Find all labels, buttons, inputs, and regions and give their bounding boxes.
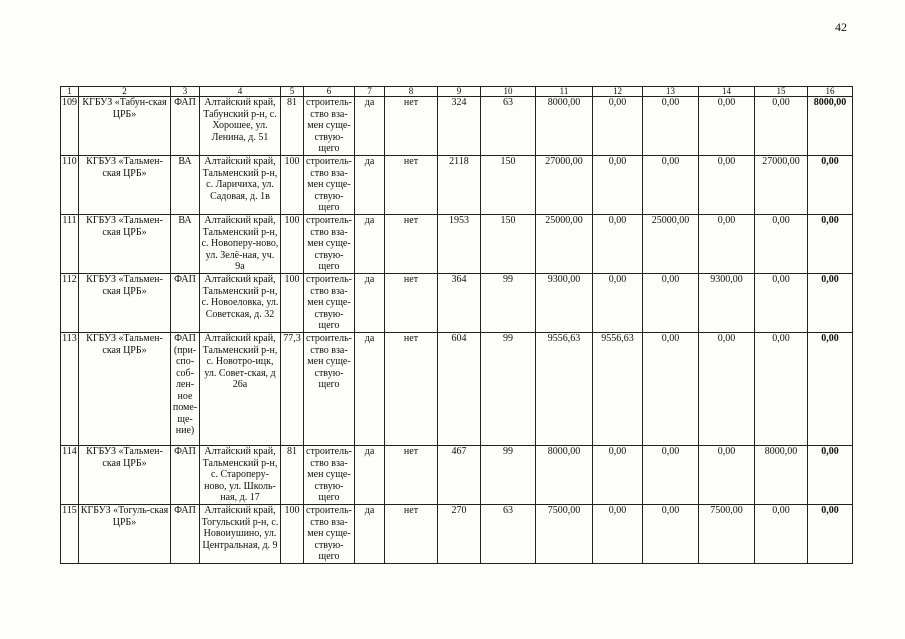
col-header-1: 1 <box>61 87 79 97</box>
col-header-2: 2 <box>79 87 171 97</box>
col-header-12: 12 <box>593 87 643 97</box>
cell-col8: нет <box>385 97 438 156</box>
table-row <box>61 505 853 564</box>
cell-address: Алтайский край, Тальменский р-н, с. Новотро-ицк, ул. Совет-ская, д 26а <box>200 333 281 446</box>
cell-work-type: строитель-ство вза-мен суще-ствую-щего <box>304 333 355 446</box>
cell-address: Алтайский край, Тогульский р-н, с. Новоиушино, ул. Центральная, д. 9 <box>200 505 281 564</box>
cell-organization: КГБУЗ «Тальмен-ская ЦРБ» <box>79 333 171 446</box>
cell-col14: 0,00 <box>699 97 755 156</box>
cell-facility-type: ФАП <box>171 446 200 505</box>
cell-address: Алтайский край, Тальменский р-н, с. Староперу-ново, ул. Школь-ная, д. 17 <box>200 446 281 505</box>
cell-row-number: 115 <box>61 505 79 564</box>
cell-col14: 0,00 <box>699 333 755 446</box>
cell-col10: 63 <box>481 97 536 156</box>
col-header-9: 9 <box>438 87 481 97</box>
cell-col5: 100 <box>281 215 304 274</box>
cell-organization: КГБУЗ «Табун-ская ЦРБ» <box>79 97 171 156</box>
cell-col5: 81 <box>281 97 304 156</box>
cell-row-number: 113 <box>61 333 79 446</box>
cell-col12: 9556,63 <box>593 333 643 446</box>
table-row <box>61 333 853 446</box>
table-row <box>61 446 853 505</box>
cell-col15: 0,00 <box>755 215 808 274</box>
cell-col5: 81 <box>281 446 304 505</box>
table-row <box>61 274 853 333</box>
cell-col5: 100 <box>281 505 304 564</box>
cell-col15: 0,00 <box>755 97 808 156</box>
cell-row-number: 112 <box>61 274 79 333</box>
col-header-3: 3 <box>171 87 200 97</box>
cell-col12: 0,00 <box>593 156 643 215</box>
cell-organization: КГБУЗ «Тогуль-ская ЦРБ» <box>79 505 171 564</box>
col-header-16: 16 <box>808 87 853 97</box>
header-row <box>61 87 853 97</box>
cell-col16: 0,00 <box>808 446 853 505</box>
cell-col10: 99 <box>481 274 536 333</box>
cell-work-type: строитель-ство вза-мен суще-ствую-щего <box>304 274 355 333</box>
cell-col13: 0,00 <box>643 274 699 333</box>
cell-col14: 0,00 <box>699 215 755 274</box>
cell-col7: да <box>355 446 385 505</box>
col-header-6: 6 <box>304 87 355 97</box>
cell-row-number: 111 <box>61 215 79 274</box>
cell-address: Алтайский край, Тальменский р-н, с. Ларичиха, ул. Садовая, д. 1в <box>200 156 281 215</box>
col-header-5: 5 <box>281 87 304 97</box>
cell-col7: да <box>355 156 385 215</box>
cell-col10: 99 <box>481 333 536 446</box>
col-header-8: 8 <box>385 87 438 97</box>
col-header-11: 11 <box>536 87 593 97</box>
cell-col15: 27000,00 <box>755 156 808 215</box>
cell-row-number: 114 <box>61 446 79 505</box>
cell-facility-type: ВА <box>171 215 200 274</box>
cell-col13: 0,00 <box>643 156 699 215</box>
col-header-4: 4 <box>200 87 281 97</box>
col-header-7: 7 <box>355 87 385 97</box>
cell-organization: КГБУЗ «Тальмен-ская ЦРБ» <box>79 215 171 274</box>
cell-col7: да <box>355 215 385 274</box>
cell-col9: 2118 <box>438 156 481 215</box>
cell-col7: да <box>355 274 385 333</box>
cell-col8: нет <box>385 505 438 564</box>
cell-col16: 0,00 <box>808 215 853 274</box>
cell-col9: 364 <box>438 274 481 333</box>
cell-col7: да <box>355 333 385 446</box>
col-header-10: 10 <box>481 87 536 97</box>
cell-facility-type: ФАП (при-спо-соб-лен-ное поме-ще-ние) <box>171 333 200 446</box>
cell-col15: 0,00 <box>755 505 808 564</box>
col-header-13: 13 <box>643 87 699 97</box>
cell-work-type: строитель-ство вза-мен суще-ствую-щего <box>304 215 355 274</box>
col-header-14: 14 <box>699 87 755 97</box>
page-number: 42 <box>835 20 847 34</box>
cell-col11: 25000,00 <box>536 215 593 274</box>
cell-col9: 270 <box>438 505 481 564</box>
table-row <box>61 156 853 215</box>
cell-col11: 9556,63 <box>536 333 593 446</box>
cell-col11: 8000,00 <box>536 446 593 505</box>
cell-col16: 0,00 <box>808 274 853 333</box>
cell-col8: нет <box>385 215 438 274</box>
cell-col16: 0,00 <box>808 156 853 215</box>
cell-row-number: 110 <box>61 156 79 215</box>
cell-col8: нет <box>385 446 438 505</box>
cell-facility-type: ФАП <box>171 97 200 156</box>
cell-facility-type: ФАП <box>171 505 200 564</box>
cell-col10: 99 <box>481 446 536 505</box>
cell-work-type: строитель-ство вза-мен суще-ствую-щего <box>304 97 355 156</box>
cell-organization: КГБУЗ «Тальмен-ская ЦРБ» <box>79 156 171 215</box>
cell-col12: 0,00 <box>593 446 643 505</box>
cell-col11: 27000,00 <box>536 156 593 215</box>
cell-col15: 8000,00 <box>755 446 808 505</box>
cell-col9: 467 <box>438 446 481 505</box>
cell-col10: 150 <box>481 156 536 215</box>
cell-facility-type: ФАП <box>171 274 200 333</box>
cell-col9: 604 <box>438 333 481 446</box>
cell-col8: нет <box>385 333 438 446</box>
cell-col13: 0,00 <box>643 446 699 505</box>
facilities-table <box>60 86 853 564</box>
cell-col8: нет <box>385 156 438 215</box>
table-row <box>61 215 853 274</box>
cell-col11: 8000,00 <box>536 97 593 156</box>
cell-col14: 0,00 <box>699 446 755 505</box>
cell-col13: 25000,00 <box>643 215 699 274</box>
cell-row-number: 109 <box>61 97 79 156</box>
cell-col13: 0,00 <box>643 333 699 446</box>
cell-col15: 0,00 <box>755 333 808 446</box>
cell-organization: КГБУЗ «Тальмен-ская ЦРБ» <box>79 446 171 505</box>
cell-facility-type: ВА <box>171 156 200 215</box>
cell-col14: 9300,00 <box>699 274 755 333</box>
cell-col7: да <box>355 505 385 564</box>
cell-col7: да <box>355 97 385 156</box>
col-header-15: 15 <box>755 87 808 97</box>
cell-col9: 1953 <box>438 215 481 274</box>
cell-col10: 63 <box>481 505 536 564</box>
cell-work-type: строитель-ство вза-мен суще-ствую-щего <box>304 505 355 564</box>
cell-col14: 7500,00 <box>699 505 755 564</box>
cell-col16: 8000,00 <box>808 97 853 156</box>
cell-col13: 0,00 <box>643 97 699 156</box>
cell-col16: 0,00 <box>808 505 853 564</box>
cell-address: Алтайский край, Тальменский р-н, с. Новоперу-ново, ул. Зелё-ная, уч. 9а <box>200 215 281 274</box>
cell-address: Алтайский край, Табунский р-н, с. Хорошее, ул. Ленина, д. 51 <box>200 97 281 156</box>
table-row <box>61 97 853 156</box>
cell-col12: 0,00 <box>593 97 643 156</box>
cell-col9: 324 <box>438 97 481 156</box>
cell-organization: КГБУЗ «Тальмен-ская ЦРБ» <box>79 274 171 333</box>
cell-work-type: строитель-ство вза-мен суще-ствую-щего <box>304 446 355 505</box>
cell-col11: 9300,00 <box>536 274 593 333</box>
cell-col5: 100 <box>281 274 304 333</box>
cell-col5: 100 <box>281 156 304 215</box>
cell-address: Алтайский край, Тальменский р-н, с. Новоеловка, ул. Советская, д. 32 <box>200 274 281 333</box>
cell-col5: 77,3 <box>281 333 304 446</box>
cell-col12: 0,00 <box>593 215 643 274</box>
cell-col10: 150 <box>481 215 536 274</box>
cell-col12: 0,00 <box>593 505 643 564</box>
cell-col13: 0,00 <box>643 505 699 564</box>
cell-col11: 7500,00 <box>536 505 593 564</box>
cell-col16: 0,00 <box>808 333 853 446</box>
cell-col12: 0,00 <box>593 274 643 333</box>
cell-work-type: строитель-ство вза-мен суще-ствую-щего <box>304 156 355 215</box>
cell-col15: 0,00 <box>755 274 808 333</box>
cell-col14: 0,00 <box>699 156 755 215</box>
cell-col8: нет <box>385 274 438 333</box>
